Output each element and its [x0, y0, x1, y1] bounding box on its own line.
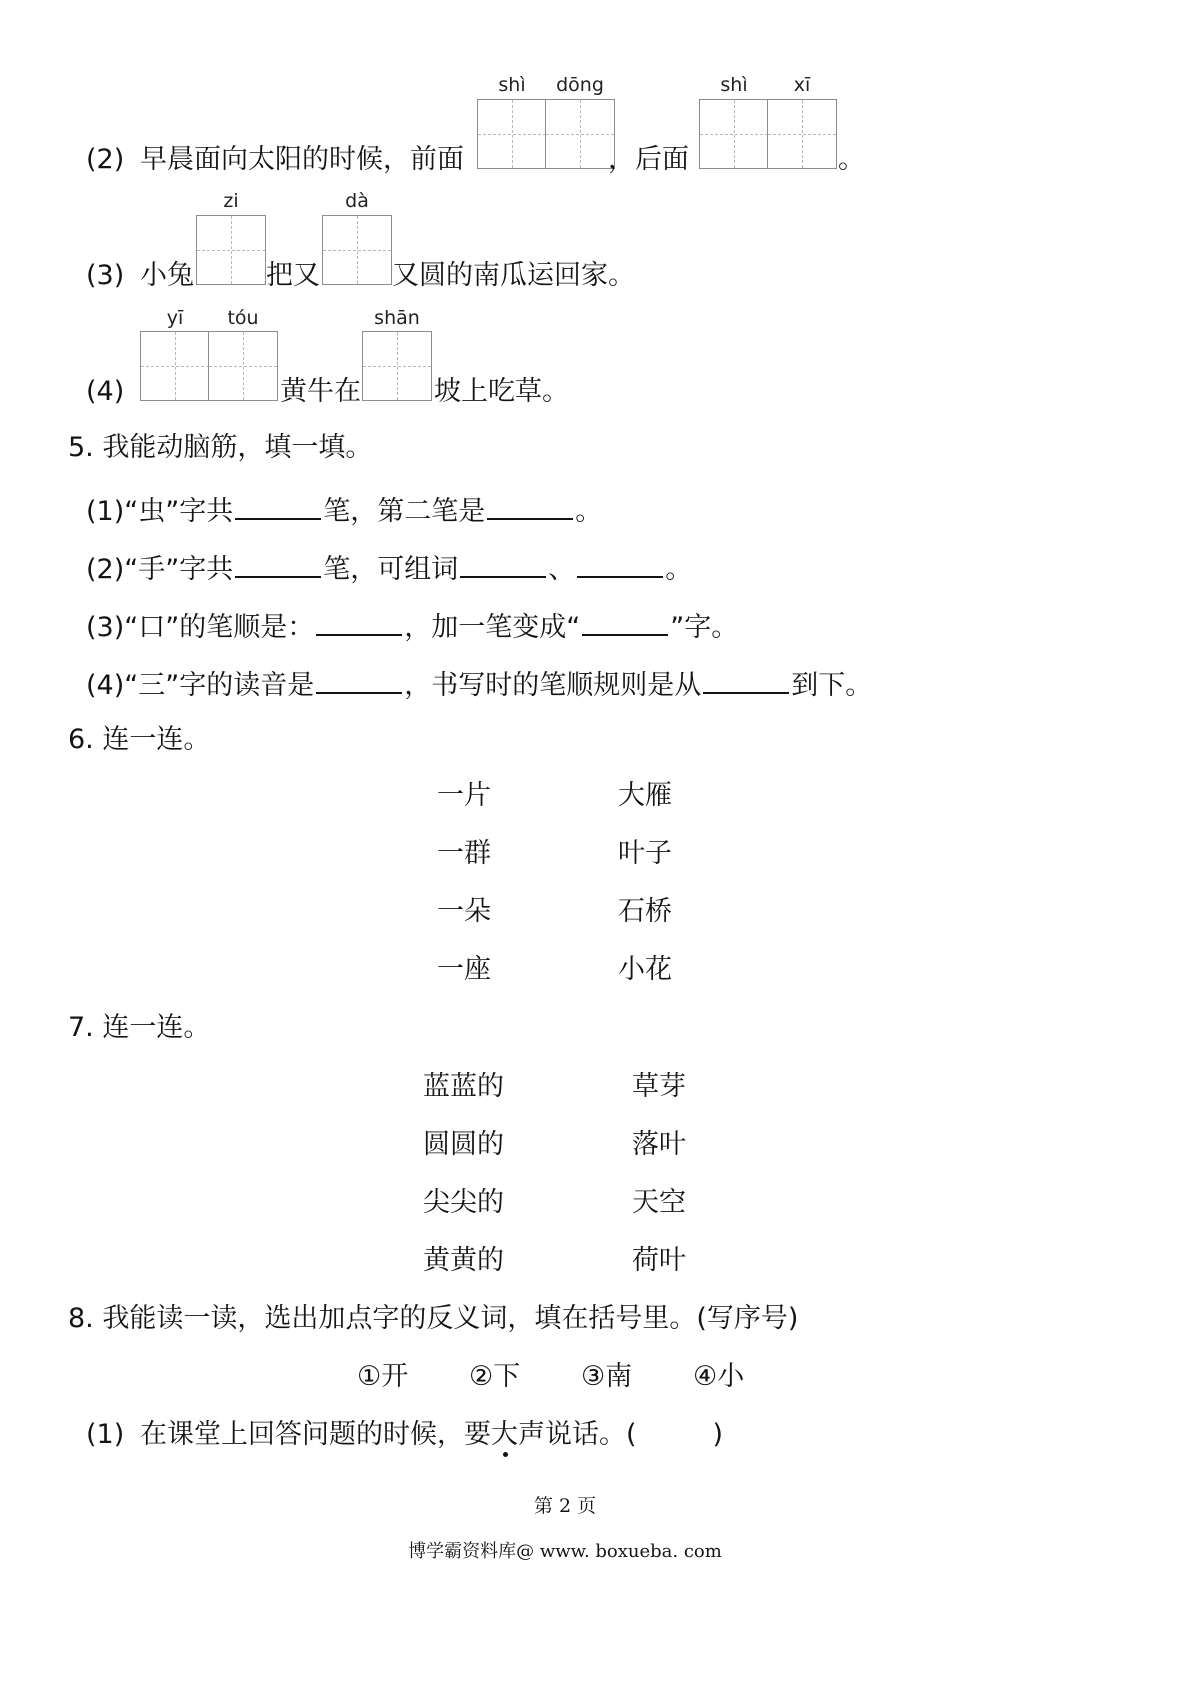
writing-box[interactable] — [140, 331, 210, 401]
item-number: (4) — [86, 376, 125, 407]
pinyin-shi-2: shì — [720, 74, 748, 96]
watermark-footer: 博学霸资料库@ www. boxueba. com — [408, 1541, 722, 1562]
question-text: “口”的笔顺是： — [124, 612, 315, 643]
question-title: 7. 连一连。 — [68, 1012, 211, 1043]
question-text: 到下。 — [791, 670, 873, 701]
question-text: 笔，第二笔是 — [323, 496, 486, 527]
pinyin-dong: dōng — [556, 74, 604, 96]
pinyin-shi-1: shì — [498, 74, 526, 96]
writing-box[interactable] — [477, 99, 547, 169]
question-text: 声说话。( — [518, 1419, 637, 1450]
question-text: 坡上吃草。 — [434, 376, 569, 407]
fill-line-3 — [86, 610, 738, 641]
match-right-item[interactable]: 落叶 — [632, 1129, 686, 1160]
fill-line-4 — [86, 668, 872, 699]
writing-box[interactable] — [322, 215, 392, 285]
question-text: 。 — [665, 554, 693, 585]
writing-box[interactable] — [545, 99, 615, 169]
item-number: (1) — [86, 1419, 125, 1450]
match-left-item[interactable]: 圆圆的 — [423, 1129, 504, 1160]
answer-blank[interactable] — [235, 552, 321, 578]
question-text: ，书写时的笔顺规则是从 — [404, 670, 702, 701]
item-number: (1) — [86, 496, 125, 527]
writing-box[interactable] — [362, 331, 432, 401]
question-text: 。 — [575, 496, 603, 527]
match-left-item[interactable]: 一朵 — [437, 896, 491, 927]
answer-blank[interactable] — [460, 552, 546, 578]
option-item: ①开 — [357, 1361, 409, 1392]
answer-blank[interactable] — [487, 494, 573, 520]
sentence-line — [140, 1421, 723, 1448]
match-left-item[interactable]: 一片 — [437, 780, 491, 811]
question-text: 在课堂上回答问题的时候，要 — [140, 1419, 491, 1450]
item-number: (3) — [86, 260, 125, 291]
item-number: (4) — [86, 670, 125, 701]
dotted-character: 大 — [491, 1419, 518, 1450]
question-text: “手”字共 — [124, 554, 234, 585]
answer-blank[interactable] — [316, 610, 402, 636]
match-left-item[interactable]: 尖尖的 — [423, 1187, 504, 1218]
pinyin-tou: tóu — [227, 307, 259, 329]
question-text: 小兔 — [140, 260, 194, 291]
answer-blank[interactable] — [235, 494, 321, 520]
writing-box[interactable] — [699, 99, 769, 169]
option-item: ②下 — [469, 1361, 521, 1392]
question-title: 5. 我能动脑筋，填一填。 — [68, 432, 373, 463]
match-left-item[interactable]: 蓝蓝的 — [423, 1071, 504, 1102]
option-item: ③南 — [581, 1361, 633, 1392]
match-left-item[interactable]: 黄黄的 — [423, 1245, 504, 1276]
page-number: 第 2 页 — [533, 1495, 597, 1517]
match-right-item[interactable]: 大雁 — [618, 780, 672, 811]
question-text: 、 — [548, 554, 576, 585]
pinyin-zi: zi — [223, 190, 239, 212]
answer-blank[interactable] — [703, 668, 789, 694]
question-text: 又圆的南瓜运回家。 — [392, 260, 635, 291]
answer-blank[interactable] — [577, 552, 663, 578]
writing-box[interactable] — [767, 99, 837, 169]
question-text: 笔，可组词 — [323, 554, 459, 585]
question-text: 黄牛在 — [280, 376, 361, 407]
question-text: 早晨面向太阳的时候，前面 — [140, 144, 464, 175]
question-text: 把又 — [266, 260, 320, 291]
question-text: ，加一笔变成“ — [404, 612, 581, 643]
match-right-item[interactable]: 小花 — [618, 954, 672, 985]
match-right-item[interactable]: 草芽 — [632, 1071, 686, 1102]
question-text: ，后面 — [608, 144, 689, 175]
writing-box[interactable] — [208, 331, 278, 401]
pinyin-da: dà — [345, 190, 369, 212]
question-title: 8. 我能读一读，选出加点字的反义词，填在括号里。(写序号) — [68, 1303, 799, 1334]
question-text: “三”字的读音是 — [124, 670, 315, 701]
fill-line-1 — [86, 494, 602, 525]
item-number: (2) — [86, 554, 125, 585]
question-title: 6. 连一连。 — [68, 724, 211, 755]
match-right-item[interactable]: 石桥 — [618, 896, 672, 927]
pinyin-xi: xī — [793, 74, 811, 96]
match-left-item[interactable]: 一群 — [437, 838, 491, 869]
item-number: (3) — [86, 612, 125, 643]
writing-box[interactable] — [196, 215, 266, 285]
pinyin-shan: shān — [374, 307, 420, 329]
item-number: (2) — [86, 144, 125, 175]
match-right-item[interactable]: 天空 — [632, 1187, 686, 1218]
pinyin-yi: yī — [166, 307, 184, 329]
match-right-item[interactable]: 叶子 — [618, 838, 672, 869]
fill-line-2 — [86, 552, 692, 583]
answer-blank[interactable] — [582, 610, 668, 636]
option-item: ④小 — [693, 1361, 745, 1392]
question-text: ) — [712, 1419, 724, 1450]
answer-blank[interactable] — [316, 668, 402, 694]
question-text: 。 — [838, 144, 865, 175]
question-text: ”字。 — [670, 612, 739, 643]
question-text: “虫”字共 — [124, 496, 234, 527]
match-left-item[interactable]: 一座 — [437, 954, 491, 985]
match-right-item[interactable]: 荷叶 — [632, 1245, 686, 1276]
